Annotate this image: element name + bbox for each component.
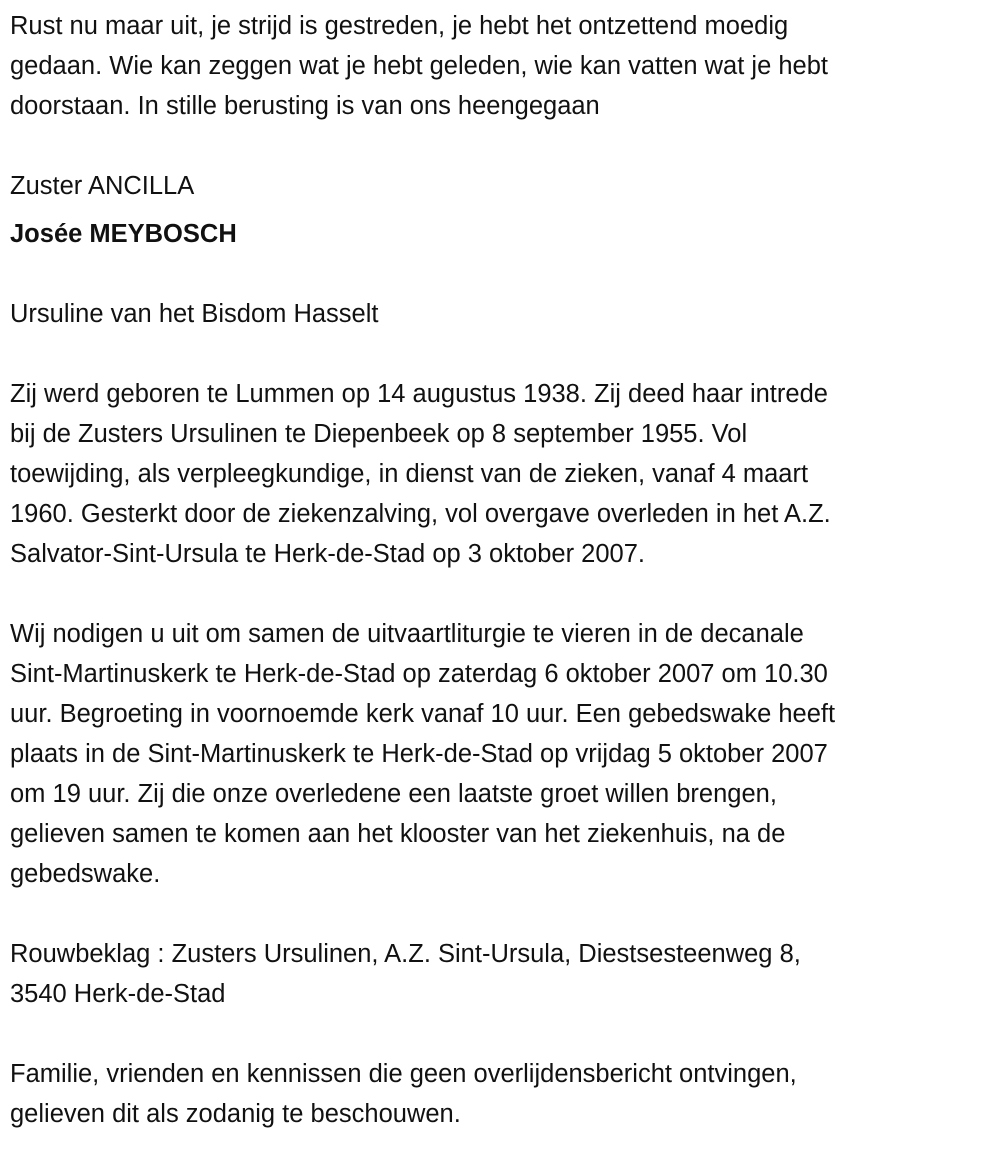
text-line: 1960. Gesterkt door de ziekenzalving, vol overgave overleden in het A.Z. xyxy=(10,500,831,528)
order-name: Ursuline van het Bisdom Hasselt xyxy=(10,300,379,328)
text-line: om 19 uur. Zij die onze overledene een laatste groet willen brengen, xyxy=(10,780,777,808)
text-line: uur. Begroeting in voornoemde kerk vanaf 10 uur. Een gebedswake heeft xyxy=(10,700,836,728)
text-line: toewijding, als verpleegkundige, in dienst van de zieken, vanaf 4 maart xyxy=(10,460,809,488)
text-line: 3540 Herk-de-Stad xyxy=(10,980,226,1008)
text-line: Rust nu maar uit, je strijd is gestreden, je hebt het ontzettend moedig xyxy=(10,12,789,40)
condolences-paragraph xyxy=(10,934,1000,1014)
biography-paragraph xyxy=(10,374,1000,574)
text-line: Sint-Martinuskerk te Herk-de-Stad op zaterdag 6 oktober 2007 om 10.30 xyxy=(10,660,828,688)
text-line: doorstaan. In stille berusting is van ons heengegaan xyxy=(10,92,600,120)
text-line: Salvator-Sint-Ursula te Herk-de-Stad op 3 oktober 2007. xyxy=(10,540,645,568)
text-line: Familie, vrienden en kennissen die geen overlijdensbericht ontvingen, xyxy=(10,1060,797,1088)
text-line: gebedswake. xyxy=(10,860,161,888)
text-line: Wij nodigen u uit om samen de uitvaartliturgie te vieren in de decanale xyxy=(10,620,804,648)
text-line: gelieven samen te komen aan het klooster van het ziekenhuis, na de xyxy=(10,820,786,848)
text-line: Zij werd geboren te Lummen op 14 augustus 1938. Zij deed haar intrede xyxy=(10,380,828,408)
funeral-paragraph xyxy=(10,614,1000,894)
text-line: Rouwbeklag : Zusters Ursulinen, A.Z. Sint-Ursula, Diestsesteenweg 8, xyxy=(10,940,801,968)
religious-name: Zuster ANCILLA xyxy=(10,172,195,200)
full-name: Josée MEYBOSCH xyxy=(10,220,237,248)
text-line: gelieven dit als zodanig te beschouwen. xyxy=(10,1100,461,1128)
text-line: bij de Zusters Ursulinen te Diepenbeek op 8 september 1955. Vol xyxy=(10,420,748,448)
text-line: plaats in de Sint-Martinuskerk te Herk-de-Stad op vrijdag 5 oktober 2007 xyxy=(10,740,828,768)
obituary-document xyxy=(10,6,1000,1134)
text-line: gedaan. Wie kan zeggen wat je hebt geleden, wie kan vatten wat je hebt xyxy=(10,52,828,80)
closing-paragraph xyxy=(10,1054,1000,1134)
intro-paragraph xyxy=(10,6,1000,126)
